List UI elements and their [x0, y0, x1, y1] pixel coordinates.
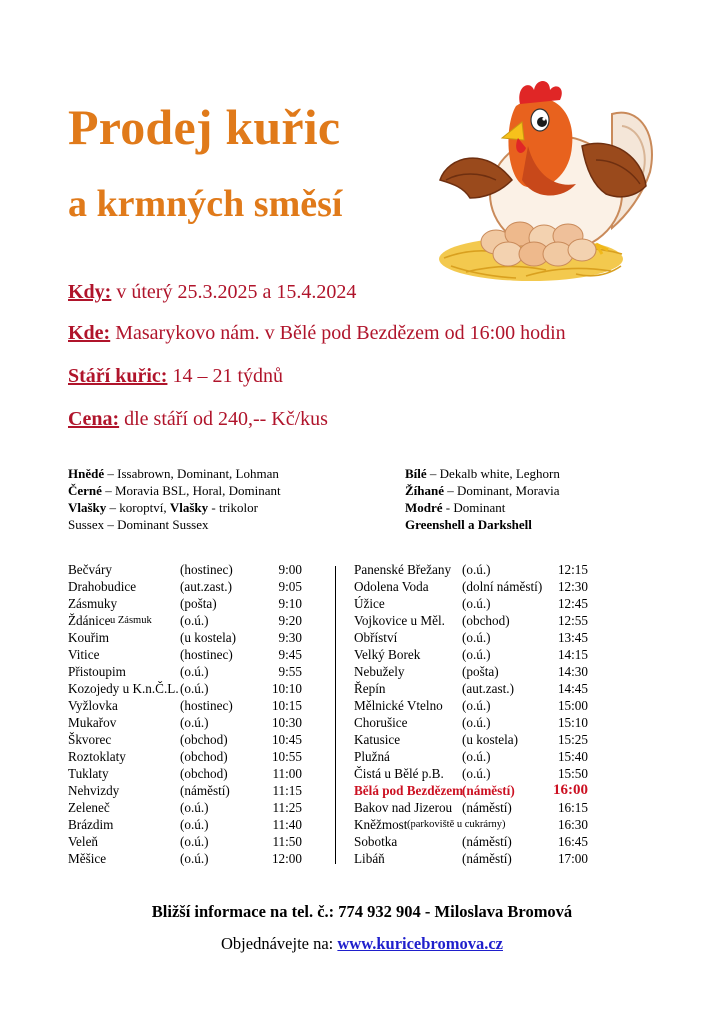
stop-time: 12:30: [557, 579, 588, 594]
stop-location: (o.ú.): [180, 664, 209, 679]
info-when-value: v úterý 25.3.2025 a 15.4.2024: [116, 281, 357, 303]
stop-place: Velký Borek: [354, 647, 421, 662]
schedule-row: [68, 579, 308, 596]
schedule-row: [354, 817, 594, 834]
stop-time: 12:45: [557, 596, 588, 611]
stop-location: (o.ú.): [180, 800, 209, 815]
schedule-row: [68, 630, 308, 647]
breed-desc: – Dekalb white, Leghorn: [426, 466, 560, 481]
stop-time: 10:55: [271, 749, 302, 764]
stop-place: Veleň: [68, 834, 99, 849]
stop-place: Chorušice: [354, 715, 408, 730]
stop-location: (aut.zast.): [462, 681, 514, 696]
order-prefix: Objednávejte na:: [221, 934, 338, 953]
schedule-row: [68, 851, 308, 868]
stop-time: 9:10: [278, 596, 302, 611]
stop-time: 11:50: [272, 834, 302, 849]
stop-location: (o.ú.): [462, 698, 491, 713]
stop-location: (o.ú.): [180, 715, 209, 730]
stop-time: 9:45: [278, 647, 302, 662]
stop-time: 17:00: [557, 851, 588, 866]
stop-place: Panenské Břežany: [354, 562, 452, 577]
breed-desc: – Issabrown, Dominant, Lohman: [104, 466, 279, 481]
stop-location: (o.ú.): [462, 630, 491, 645]
schedule-row: [68, 817, 308, 834]
stop-place: Kouřim: [68, 630, 110, 645]
schedule-row: [354, 715, 594, 732]
stop-place: Brázdim: [68, 817, 114, 832]
stop-time: 14:15: [557, 647, 588, 662]
hen-on-eggs-icon: [436, 76, 662, 290]
info-age-value: 14 – 21 týdnů: [172, 365, 283, 387]
breed-name: Hnědé: [68, 466, 105, 481]
stop-location: (náměstí): [462, 783, 515, 798]
breed-name: Vlašky: [169, 500, 209, 515]
stop-time: 15:25: [557, 732, 588, 747]
stop-location: (obchod): [180, 732, 228, 747]
stop-time: 16:15: [557, 800, 588, 815]
breed-line: [405, 499, 560, 516]
schedule-row: [68, 732, 308, 749]
breed-name: Vlašky: [68, 500, 107, 515]
stop-time: 15:00: [557, 698, 588, 713]
stop-time: 9:05: [278, 579, 302, 594]
stop-time: 11:15: [272, 783, 302, 798]
stop-place: Plužná: [354, 749, 390, 764]
stop-place: Roztoklaty: [68, 749, 126, 764]
schedule-row: [354, 664, 594, 681]
page-title: Prodej kuřic: [68, 99, 341, 155]
stop-location: (o.ú.): [462, 749, 491, 764]
stop-location: (pošta): [180, 596, 217, 611]
stop-place: Měšice: [68, 851, 107, 866]
website-link[interactable]: www.kuricebromova.cz: [337, 934, 503, 953]
breed-line: [68, 482, 281, 499]
stop-time: 10:10: [271, 681, 302, 696]
breed-line: [68, 516, 281, 533]
stop-place: Mukařov: [68, 715, 117, 730]
stop-time: 15:40: [557, 749, 588, 764]
stop-place: Obříství: [354, 630, 398, 645]
stop-location: (o.ú.): [180, 681, 209, 696]
stop-location: (u kostela): [462, 732, 519, 747]
stop-location: (o.ú.): [462, 766, 491, 781]
stop-time: 9:20: [278, 613, 302, 628]
stop-location: (o.ú.): [180, 834, 209, 849]
stop-location: (pošta): [462, 664, 499, 679]
stop-place: Bělá pod Bezdězem: [354, 783, 464, 798]
stop-place: Přistoupim: [68, 664, 126, 679]
stop-place: Sobotka: [354, 834, 398, 849]
page-subtitle: a krmných směsí: [68, 183, 343, 225]
schedule-row: [68, 681, 308, 698]
stop-time: 11:40: [272, 817, 302, 832]
stop-location: (o.ú.): [462, 562, 491, 577]
info-price-value: dle stáří od 240,-- Kč/kus: [124, 408, 328, 430]
stop-time: 14:45: [557, 681, 588, 696]
stop-place: Nehvizdy: [68, 783, 120, 798]
stop-location: (aut.zast.): [180, 579, 232, 594]
stop-location: (u kostela): [180, 630, 237, 645]
stop-location: (náměstí): [462, 851, 512, 866]
stop-time: 10:30: [271, 715, 302, 730]
breed-name: Černé: [68, 483, 102, 498]
stop-place-note: (parkoviště u cukrárny): [407, 819, 506, 830]
stop-location: (hostinec): [180, 562, 233, 577]
info-age: [68, 365, 283, 388]
breed-desc: Sussex – Dominant Sussex: [68, 517, 209, 532]
schedule-row-highlight: [354, 783, 594, 800]
info-when: [68, 281, 356, 304]
breed-name: Greenshell a Darkshell: [405, 517, 532, 532]
schedule-row: [68, 596, 308, 613]
stop-location: (náměstí): [180, 783, 230, 798]
stop-location: (o.ú.): [462, 596, 491, 611]
stop-place: Zásmuky: [68, 596, 118, 611]
stop-location: (obchod): [180, 766, 228, 781]
schedule-row: [354, 613, 594, 630]
stop-place: Kozojedy u K.n.Č.L.: [68, 681, 179, 696]
stop-place: Libáň: [354, 851, 385, 866]
schedule-row: [354, 732, 594, 749]
stop-place: Vitice: [68, 647, 100, 662]
schedule-row: [68, 749, 308, 766]
info-where-label: Kde:: [68, 322, 111, 344]
breed-desc: - trikolor: [208, 500, 258, 515]
breed-desc: – koroptví,: [106, 500, 170, 515]
schedule-row: [354, 698, 594, 715]
schedule-row: [68, 766, 308, 783]
schedule-row: [354, 800, 594, 817]
stop-place: Drahobudice: [68, 579, 137, 594]
stop-time: 16:45: [557, 834, 588, 849]
schedule-row: [354, 579, 594, 596]
stop-place: Vyžlovka: [68, 698, 118, 713]
breed-line: [68, 465, 281, 482]
stop-time: 12:55: [557, 613, 588, 628]
stop-time: 13:45: [557, 630, 588, 645]
schedule-row: [354, 766, 594, 783]
stop-time: 9:30: [278, 630, 302, 645]
stop-place: Zeleneč: [68, 800, 110, 815]
stop-location: (o.ú.): [180, 613, 209, 628]
stop-location: (o.ú.): [462, 715, 491, 730]
breed-line: [405, 516, 560, 533]
stop-location: (hostinec): [180, 647, 233, 662]
stop-time: 12:00: [271, 851, 302, 866]
stop-location: (obchod): [180, 749, 228, 764]
breed-name: Bílé: [405, 466, 427, 481]
stop-place: Řepín: [354, 681, 386, 696]
stop-time: 12:15: [557, 562, 588, 577]
breed-name: Modré: [405, 500, 443, 515]
schedule-row: [68, 664, 308, 681]
stop-place: Bečváry: [68, 562, 112, 577]
info-when-label: Kdy:: [68, 281, 112, 303]
stop-location: (o.ú.): [180, 851, 209, 866]
schedule-row: [354, 647, 594, 664]
stop-location: (náměstí): [462, 800, 512, 815]
stop-time: 14:30: [557, 664, 588, 679]
stop-time: 10:45: [271, 732, 302, 747]
schedule-right: [354, 562, 594, 868]
stop-place: Bakov nad Jizerou: [354, 800, 453, 815]
breed-name: Žíhané: [405, 483, 445, 498]
stop-location: (náměstí): [462, 834, 512, 849]
schedule-row: [354, 562, 594, 579]
stop-location: (dolní náměstí): [462, 579, 543, 594]
schedule-row: [68, 647, 308, 664]
stop-place: Kněžmost: [354, 817, 408, 832]
schedule-row: [68, 613, 308, 630]
stop-location: (o.ú.): [462, 647, 491, 662]
schedule-row: [68, 698, 308, 715]
info-age-label: Stáří kuřic:: [68, 365, 168, 387]
stop-time: 9:55: [278, 664, 302, 679]
schedule-row: [354, 851, 594, 868]
stop-place: Katusice: [354, 732, 401, 747]
schedule-row: [68, 800, 308, 817]
info-where: [68, 322, 566, 345]
stop-place: Mělnické Vtelno: [354, 698, 443, 713]
info-price-label: Cena:: [68, 408, 120, 430]
stop-location: (hostinec): [180, 698, 233, 713]
schedule-row: [354, 749, 594, 766]
breed-line: [405, 482, 560, 499]
breed-desc: - Dominant: [442, 500, 506, 515]
schedule-row: [354, 596, 594, 613]
stop-place: Nebužely: [354, 664, 405, 679]
breed-desc: – Dominant, Moravia: [444, 483, 560, 498]
stop-location: (obchod): [462, 613, 510, 628]
info-price: [68, 408, 328, 431]
schedule-row: [68, 715, 308, 732]
stop-time: 9:00: [278, 562, 302, 577]
schedule-row: [68, 562, 308, 579]
breed-desc: – Moravia BSL, Horal, Dominant: [101, 483, 281, 498]
schedule-row: [68, 783, 308, 800]
stop-place: Tuklaty: [68, 766, 109, 781]
stop-location: (o.ú.): [180, 817, 209, 832]
stop-place-note: u Zásmuk: [110, 615, 152, 626]
order-line: [0, 934, 724, 954]
stop-time: 15:10: [557, 715, 588, 730]
schedule-row: [68, 834, 308, 851]
breeds-right: [405, 465, 560, 533]
stop-time: 10:15: [271, 698, 302, 713]
stop-time: 16:00: [553, 782, 588, 798]
schedule-row: [354, 630, 594, 647]
stop-place: Škvorec: [68, 732, 112, 747]
stop-time: 11:00: [272, 766, 302, 781]
info-where-value: Masarykovo nám. v Bělé pod Bezdězem od 16:00 hodin: [115, 322, 566, 344]
contact-info: Bližší informace na tel. č.: 774 932 904 - Miloslava Bromová: [151, 902, 573, 921]
breeds-left: [68, 465, 281, 533]
breed-line: [68, 499, 281, 516]
stop-place: Úžice: [354, 596, 385, 611]
schedule-row: [354, 834, 594, 851]
stop-place: Čistá u Bělé p.B.: [354, 766, 444, 781]
stop-place: Vojkovice u Měl.: [354, 613, 445, 628]
stop-time: 11:25: [272, 800, 302, 815]
schedule-left: [68, 562, 308, 868]
stop-time: 16:30: [557, 817, 588, 832]
stop-time: 15:50: [557, 766, 588, 781]
breed-line: [405, 465, 560, 482]
schedule-divider: [335, 566, 336, 864]
stop-place: Ždánice: [68, 613, 111, 628]
stop-place: Odolena Voda: [354, 579, 429, 594]
schedule-row: [354, 681, 594, 698]
